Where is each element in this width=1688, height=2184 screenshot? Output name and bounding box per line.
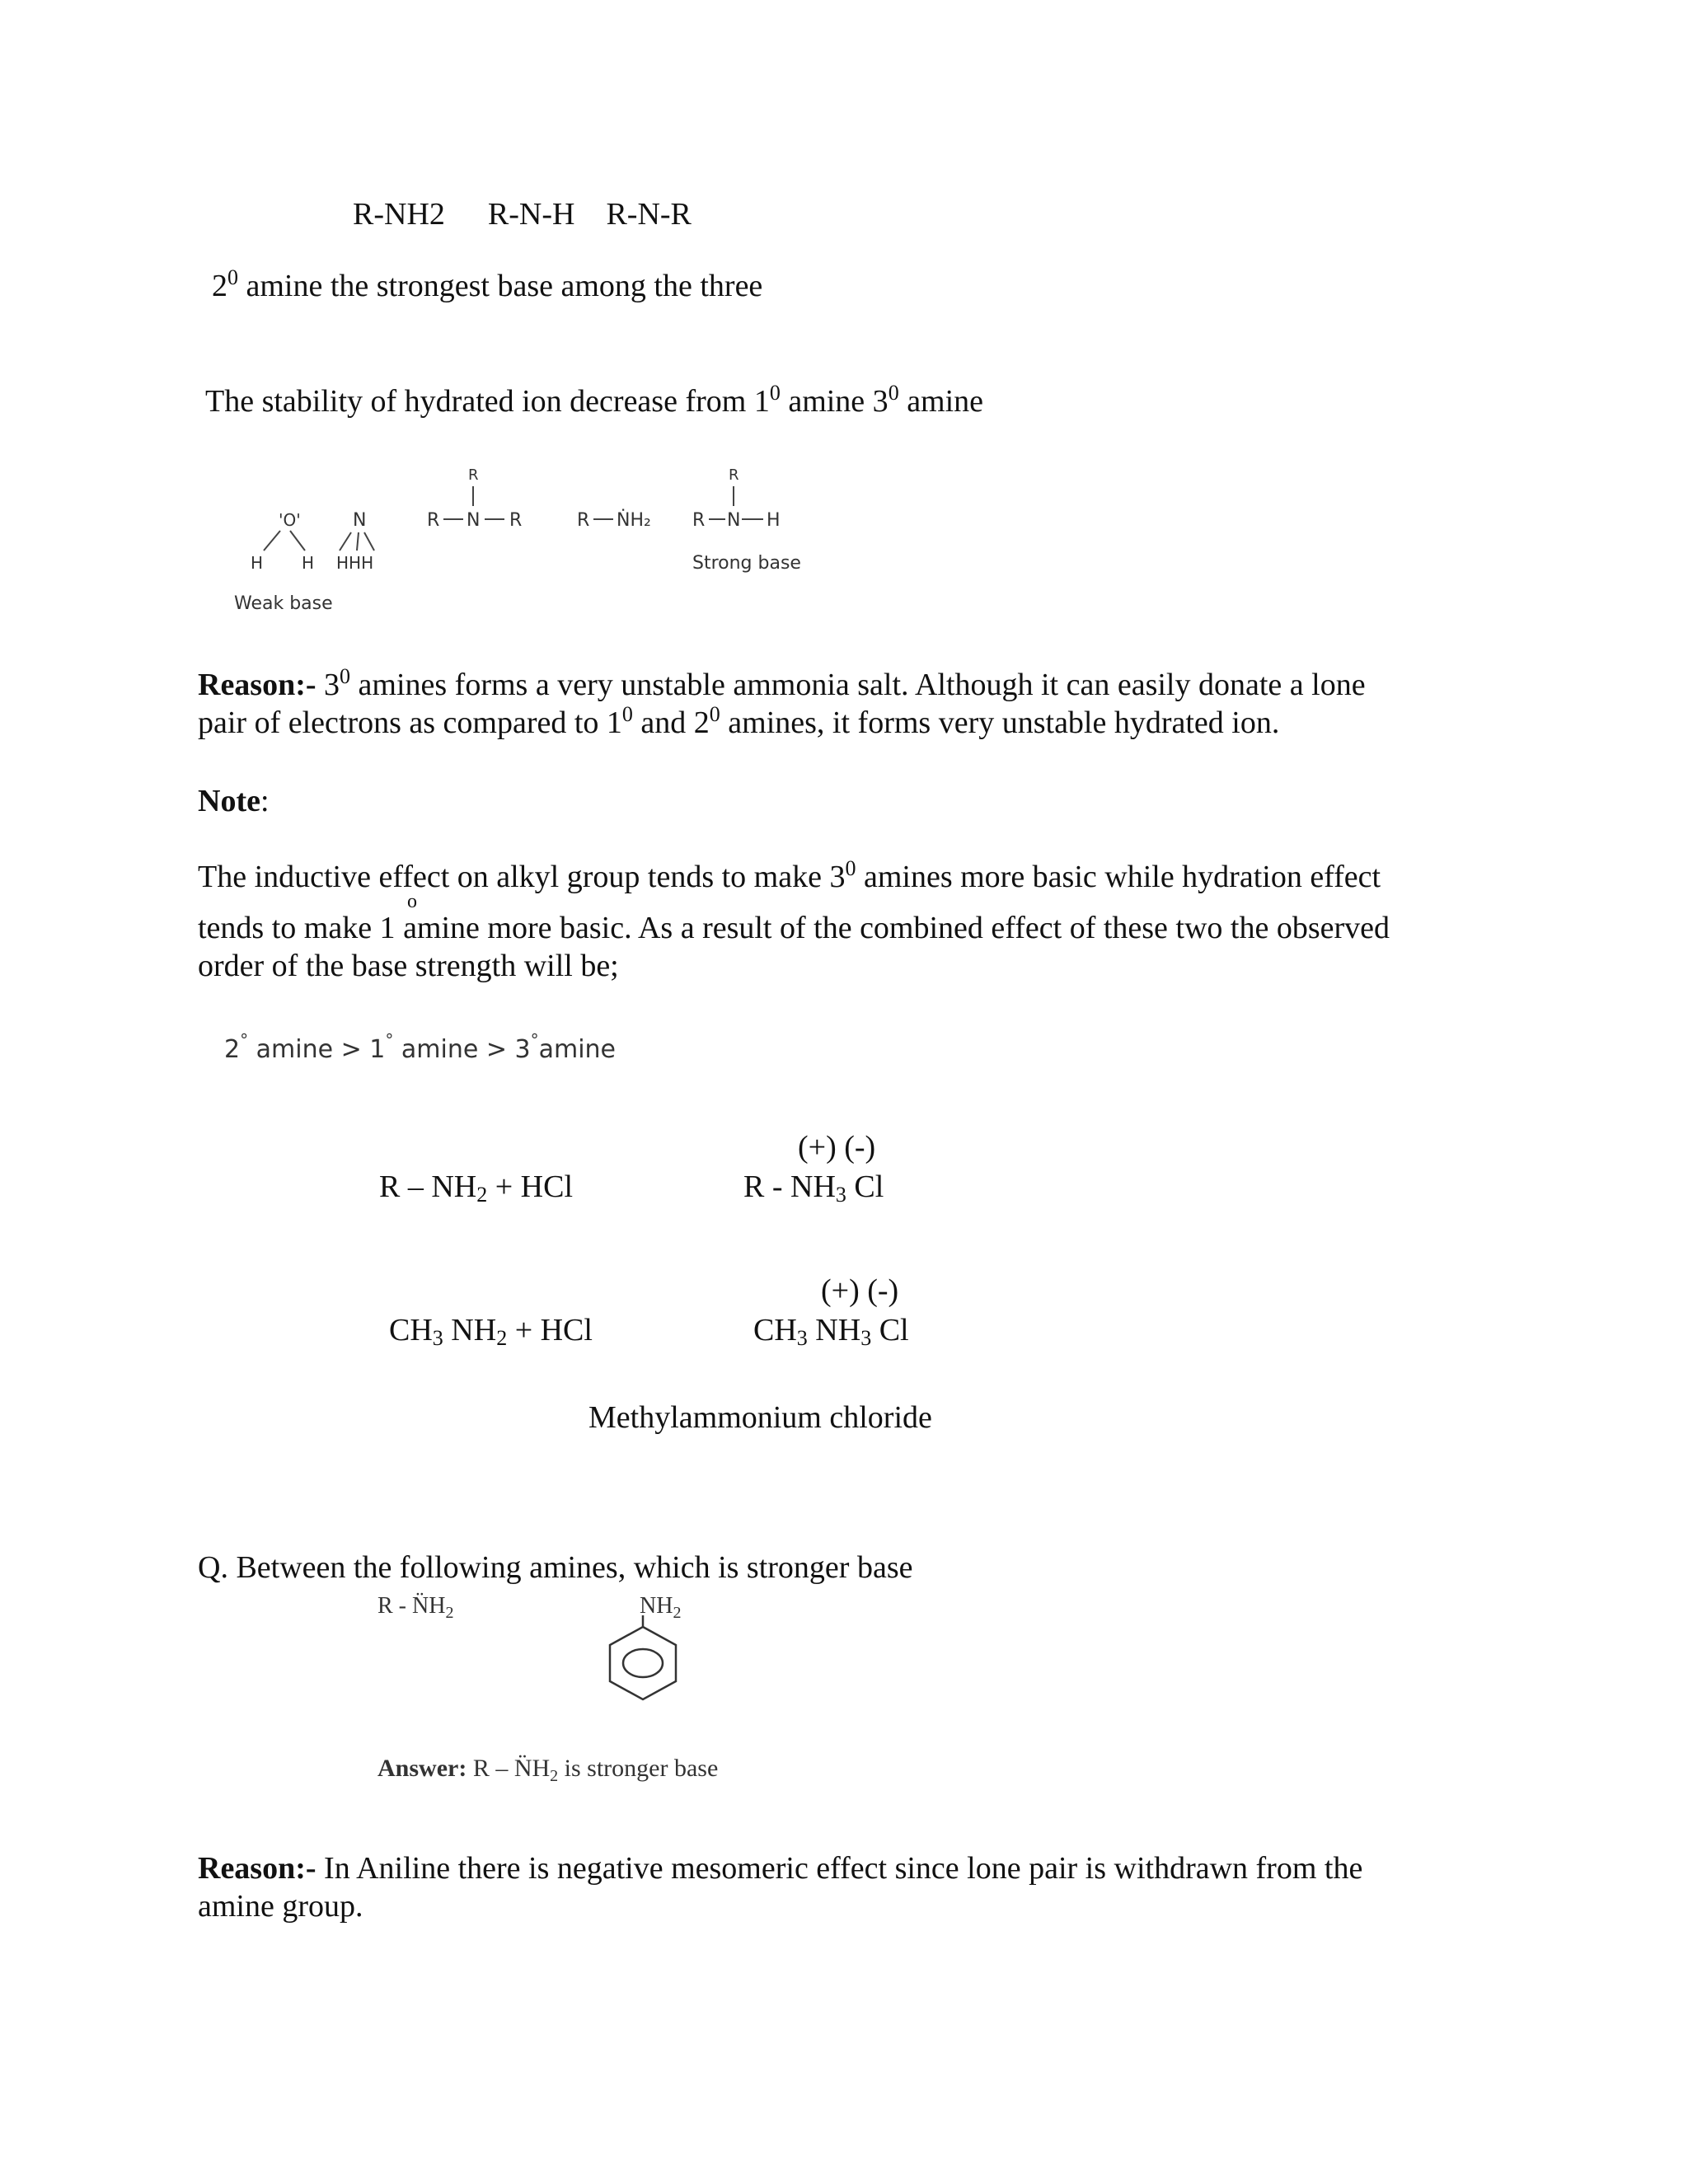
svg-text:H: H: [767, 510, 781, 531]
basicity-order: 2° amine > 1° amine > 3°amine: [224, 1030, 617, 1064]
svg-text:N: N: [727, 510, 741, 531]
ammonia-nitrogen: N: [353, 510, 367, 531]
reaction1-product: R - $NH_3$ Cl: [743, 1169, 884, 1207]
svg-text:R: R: [577, 510, 590, 531]
reaction2-charges: (+) (-): [821, 1273, 899, 1308]
weak-base-label: Weak base: [234, 593, 333, 614]
answer-line: Answer: R – $N̈H_2$ is stronger base: [377, 1755, 719, 1785]
primary-amine: R-NH2: [353, 197, 445, 232]
svg-text:ṄH₂: ṄH₂: [617, 510, 651, 531]
water-oxygen: 'O': [279, 510, 301, 530]
svg-text:R: R: [692, 510, 706, 531]
note-heading: Note:: [198, 784, 270, 818]
amine-types-line: [353, 196, 692, 234]
alkylamine-label: R - $N̈H_2$: [377, 1593, 454, 1622]
svg-text:R: R: [729, 466, 739, 484]
svg-text:H: H: [302, 553, 315, 573]
reaction2-product: $CH_3$ $NH_3$ Cl: [753, 1313, 909, 1350]
note-line-1: The inductive effect on alkyl group tends to make $3^0$ amines more basic while hydration effect: [198, 856, 1381, 894]
tertiary-amine: R-N-R: [606, 197, 692, 232]
svg-text:HHH: HHH: [336, 553, 374, 573]
strong-base-label: Strong base: [692, 553, 801, 574]
question-text: Q. Between the following amines, which is stronger base: [198, 1550, 913, 1585]
svg-text:R: R: [468, 466, 479, 484]
product-name: Methylammonium chloride: [588, 1400, 932, 1435]
secondary-amine: R-N-H: [487, 197, 575, 232]
svg-text:N: N: [467, 510, 481, 531]
stability-line: The stability of hydrated ion decrease from $1^0$ amine $3^0$ amine: [205, 381, 984, 419]
reaction1-charges: (+) (-): [798, 1130, 876, 1165]
svg-text:R: R: [427, 510, 440, 531]
base-strength-structures: [223, 462, 882, 626]
reaction1-reactants: R – $NH_2$ + HCl: [379, 1169, 574, 1207]
reason-paragraph-2: Reason:- In Aniline there is negative mesomeric effect since lone pair is withdrawn from the amine group.: [198, 1851, 1363, 1924]
svg-text:R: R: [509, 510, 523, 531]
degree-mark: o: [407, 891, 417, 912]
aniline-benzene-ring: [600, 1615, 699, 1714]
reason-label: Reason:-: [198, 668, 316, 702]
strongest-base-line: $2^0$ amine the strongest base among the three: [212, 265, 763, 303]
aniline-nh2-label: $NH_2$: [640, 1593, 682, 1622]
reason2-label: Reason:-: [198, 1851, 316, 1886]
note-line-2: tends to make 1 amine more basic. As a result of the combined effect of these two the observed: [198, 911, 1390, 945]
svg-text:H: H: [251, 553, 264, 573]
reason-paragraph-1: Reason:- $3^0$ amines forms a very unstable ammonia salt. Although it can easily donate a lone pair of electrons as compared to $1^0$ and $2^0$ amines, it forms very unstable hydrated ion.: [198, 664, 1366, 740]
reaction2-reactants: $CH_3$ $NH_2$ + HCl: [389, 1313, 593, 1350]
answer-label: Answer:: [377, 1755, 467, 1782]
note-line-3: order of the base strength will be;: [198, 949, 619, 983]
